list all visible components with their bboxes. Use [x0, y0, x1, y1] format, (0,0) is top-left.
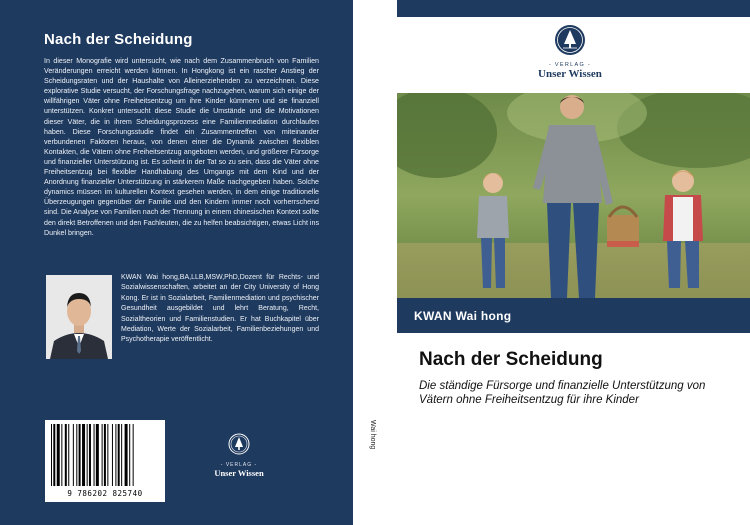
cover-photo: [397, 93, 750, 298]
barcode-bar: [51, 424, 52, 486]
back-cover: [0, 0, 353, 525]
barcode-bar: [94, 424, 95, 486]
publisher-logo-back: [199, 433, 279, 478]
publisher-verlag-label-front: - VERLAG -: [548, 62, 592, 68]
barcode-bar: [65, 424, 67, 486]
barcode-bar: [53, 424, 55, 486]
author-photo: [46, 275, 112, 359]
publisher-logo-front: [515, 24, 625, 80]
front-subtitle: Die ständige Fürsorge und finanzielle Unterstützung von Vätern ohne Freiheitsentzug für ihre Kinder: [419, 380, 706, 406]
barcode-bar: [133, 424, 134, 486]
barcode-bar: [112, 424, 113, 486]
barcode-bar: [57, 424, 60, 486]
barcode-bar: [68, 424, 69, 486]
back-cover-blurb: In dieser Monografie wird untersucht, wie nach dem Zusammenbruch von Familien Veränderungen erreicht werden können. In Hongkong ist ein rascher Anstieg der Scheidungsraten und der Haushalte von Alleinerziehenden zu verzeichnen. Diese explorative Studie versucht, der Forschungsfrage nachzugehen, warum sich einige der willfährigen Väter ohne Freiheitsentzug um ihre Kinder kümmern und sie finanziell unterstützen. Konkret untersucht diese Studie die Umstände und die Motivationen dieser Väter, die in ihrem Scheidungsprozess eine Familienmediation durchlaufen haben. Diese Forschungsstudie findet ein Zusammentreffen von miteinander verbundenen Faktoren heraus, von denen einer die Dynamik zwischen flexiblen Kontakten, die Vätern ohne Freiheitsentzug angeboten werden, und größerer Fürsorge und finanzieller Unterstützung ist. Es scheint in der Tat so zu sein, dass die Väter ohne Freiheitsentzug bei flexibler Handhabung des Umgangs mit dem Kind und der Anordnung finanzieller Unterstützung in stärkerem Maße nachgegeben haben. Solche dynamics müssen im kulturellen Kontext gesehen werden, in dem einige traditionelle Überzeugungen gegenüber der Familie und den Kindern immer noch vorherrschend sind. Die Analyse von Familien nach der Trennung in einem chinesischen Kontext sollte den direkt Betroffenen und den Fachleuten, die zu helfen beabsichtigen, etwas Licht ins Dunkel bringen.: [44, 57, 319, 237]
author-bio: KWAN Wai hong,BA,LLB,MSW,PhD,Dozent für Rechts- und Sozialwissenschaften, arbeitet an der City University of Hong Kong. Er ist in Sozialarbeit, Familienmediation und psychischer Gesundheit ausgebildet und lehrt Beratung, Recht, Sozialtheorien und Familienstudien. Er hat Buchkapitel über Mediation, Werte der Sozialarbeit, Familienbeziehungen und Psychotherapie veröffentlicht.: [121, 274, 319, 344]
isbn-number: 9 786202 825740: [67, 489, 143, 498]
barcode-bar: [82, 424, 85, 486]
barcode-bar: [104, 424, 106, 486]
barcode-bar: [107, 424, 108, 486]
barcode-bar: [96, 424, 99, 486]
publisher-verlag-label: - VERLAG -: [220, 462, 258, 468]
barcode-bar: [61, 424, 62, 486]
barcode-bar: [79, 424, 81, 486]
barcode-bar: [102, 424, 103, 486]
front-top-bar: [397, 0, 750, 17]
barcode-bar: [76, 424, 77, 486]
tree-emblem-icon: [554, 24, 586, 56]
tree-emblem-icon: [228, 433, 250, 455]
barcode-bar: [87, 424, 88, 486]
front-author-name: KWAN Wai hong: [414, 309, 512, 323]
barcode-bar: [73, 424, 74, 486]
barcode-bar: [89, 424, 91, 486]
barcode-bar: [118, 424, 120, 486]
publisher-name-front: Unser Wissen: [538, 68, 602, 80]
isbn-barcode: [45, 420, 165, 502]
spine-author: Wai hong: [369, 420, 376, 450]
barcode-bar: [115, 424, 116, 486]
author-band: [397, 298, 750, 333]
back-cover-title: Nach der Scheidung: [44, 31, 193, 48]
publisher-name: Unser Wissen: [214, 468, 264, 478]
barcode-bar: [125, 424, 128, 486]
barcode-bar: [129, 424, 130, 486]
barcode-bar: [121, 424, 122, 486]
front-title: Nach der Scheidung: [419, 349, 603, 370]
